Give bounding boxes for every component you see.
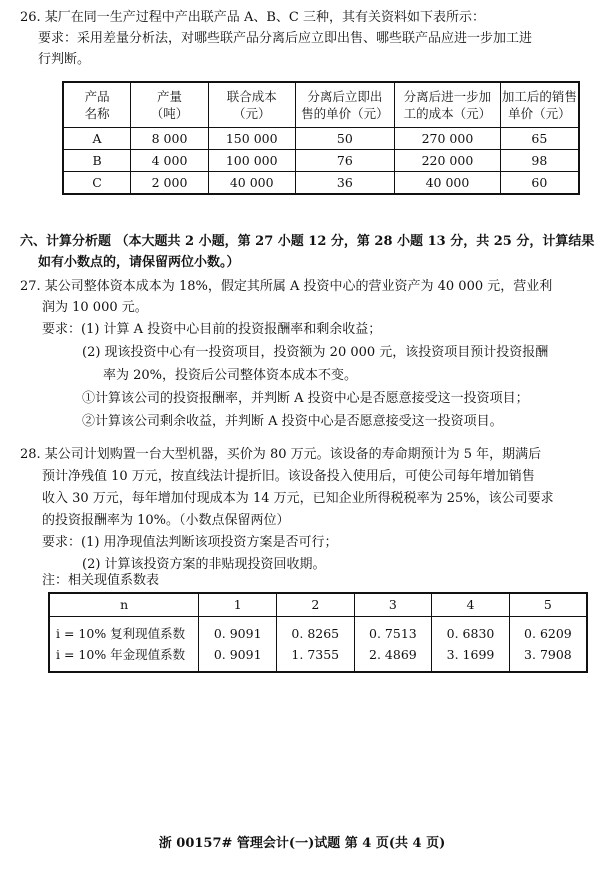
table-row (49, 644, 587, 672)
table-cell: 0. 9091 (199, 644, 277, 672)
table-row (49, 617, 587, 645)
header-further-cost: 分离后进一步加 工的成本（元） (395, 82, 501, 128)
q28-line1: 28. 某公司计划购置一台大型机器，买价为 80 万元。该设备的寿命期预计为 5 年，期满后 (20, 447, 542, 462)
table-cell: 40 000 (208, 172, 295, 195)
q26-requirement-line2: 行判断。 (38, 52, 91, 67)
header-split-price: 分离后立即出 售的单价（元） (295, 82, 395, 128)
q27-line1: 27. 某公司整体资本成本为 18%，假定其所属 A 投资中心的营业资产为 40 000 元，营业利 (20, 279, 553, 294)
table-cell: B (63, 150, 131, 172)
q28-note: 注：相关现值系数表 (42, 573, 160, 588)
q27-line2: 润为 10 000 元。 (42, 300, 148, 315)
row-label: i = 10% 年金现值系数 (56, 646, 186, 662)
header-period: 5 (509, 593, 587, 617)
table-row (63, 172, 579, 195)
q26-stem: 26. 某厂在同一生产过程中产出联产品 A、B、C 三种，其有关资料如下表所示： (20, 10, 485, 25)
table-cell: 2 000 (131, 172, 209, 195)
q27-requirement-2-cont: 率为 20%，投资后公司整体资本成本不变。 (103, 368, 358, 383)
header-product-name: 产品 名称 (63, 82, 131, 128)
table-row (63, 150, 579, 172)
q27-sub-2: ②计算该公司剩余收益，并判断 A 投资中心是否愿意接受这一投资项目。 (82, 414, 503, 429)
row-label: i = 10% 复利现值系数 (56, 625, 186, 641)
table-cell: A (63, 128, 131, 150)
table-cell: 98 (500, 150, 579, 172)
table-cell: 2. 4869 (354, 644, 432, 672)
q27-requirement-2: (2) 现该投资中心有一投资项目，投资额为 20 000 元，该投资项目预计投资报酬 (82, 345, 549, 360)
table-cell: 3. 1699 (432, 644, 510, 672)
q28-requirement-2: (2) 计算该投资方案的非贴现投资回收期。 (82, 557, 326, 572)
header-output: 产量 （吨） (131, 82, 209, 128)
table-cell: 65 (500, 128, 579, 150)
page-footer: 浙 00157# 管理会计(一)试题 第 4 页(共 4 页) (158, 836, 446, 851)
header-processed-price: 加工后的销售 单价（元） (500, 82, 579, 128)
present-value-table (48, 592, 588, 673)
table-cell: 8 000 (131, 128, 209, 150)
header-n: n (49, 593, 199, 617)
header-joint-cost: 联合成本 （元） (208, 82, 295, 128)
header-period: 3 (354, 593, 432, 617)
q27-requirement-1: 要求：(1) 计算 A 投资中心目前的投资报酬率和剩余收益； (42, 322, 382, 337)
table-cell: 0. 6830 (432, 617, 510, 645)
table-cell: 60 (500, 172, 579, 195)
table-cell: 0. 7513 (354, 617, 432, 645)
table-row (63, 128, 579, 150)
joint-products-table (62, 81, 580, 195)
header-period: 4 (432, 593, 510, 617)
table-cell: 40 000 (395, 172, 501, 195)
q28-requirement-1: 要求：(1) 用净现值法判断该项投资方案是否可行； (42, 535, 338, 550)
table-cell: 0. 6209 (509, 617, 587, 645)
table-cell: 36 (295, 172, 395, 195)
table-cell: 0. 8265 (276, 617, 354, 645)
table-header-row (63, 82, 579, 128)
table-cell: 0. 9091 (199, 617, 277, 645)
header-period: 2 (276, 593, 354, 617)
section-heading-line2: 如有小数点的，请保留两位小数。） (38, 255, 240, 270)
table-cell: 76 (295, 150, 395, 172)
table-cell: 1. 7355 (276, 644, 354, 672)
table-cell: 4 000 (131, 150, 209, 172)
q26-requirement-line1: 要求：采用差量分析法，对哪些联产品分离后应立即出售、哪些联产品应进一步加工进 (38, 31, 533, 46)
table-cell: 100 000 (208, 150, 295, 172)
table-cell: 270 000 (395, 128, 501, 150)
header-period: 1 (199, 593, 277, 617)
table-header-row (49, 593, 587, 617)
table-cell: 150 000 (208, 128, 295, 150)
q28-line2: 预计净残值 10 万元，按直线法计提折旧。该设备投入使用后，可使公司每年增加销售 (42, 469, 535, 484)
section-heading-line1: 六、计算分析题 （本大题共 2 小题，第 27 小题 12 分，第 28 小题 13 分，共 25 分，计算结果 (20, 234, 595, 249)
table-cell: 3. 7908 (509, 644, 587, 672)
table-cell: C (63, 172, 131, 195)
table-cell: 50 (295, 128, 395, 150)
table-cell: 220 000 (395, 150, 501, 172)
q27-sub-1: ①计算该公司的投资报酬率，并判断 A 投资中心是否愿意接受这一投资项目； (82, 391, 529, 406)
q28-line3: 收入 30 万元，每年增加付现成本为 14 万元，已知企业所得税税率为 25%，该公司要求 (42, 491, 554, 506)
q28-line4: 的投资报酬率为 10%。（小数点保留两位） (42, 513, 290, 528)
